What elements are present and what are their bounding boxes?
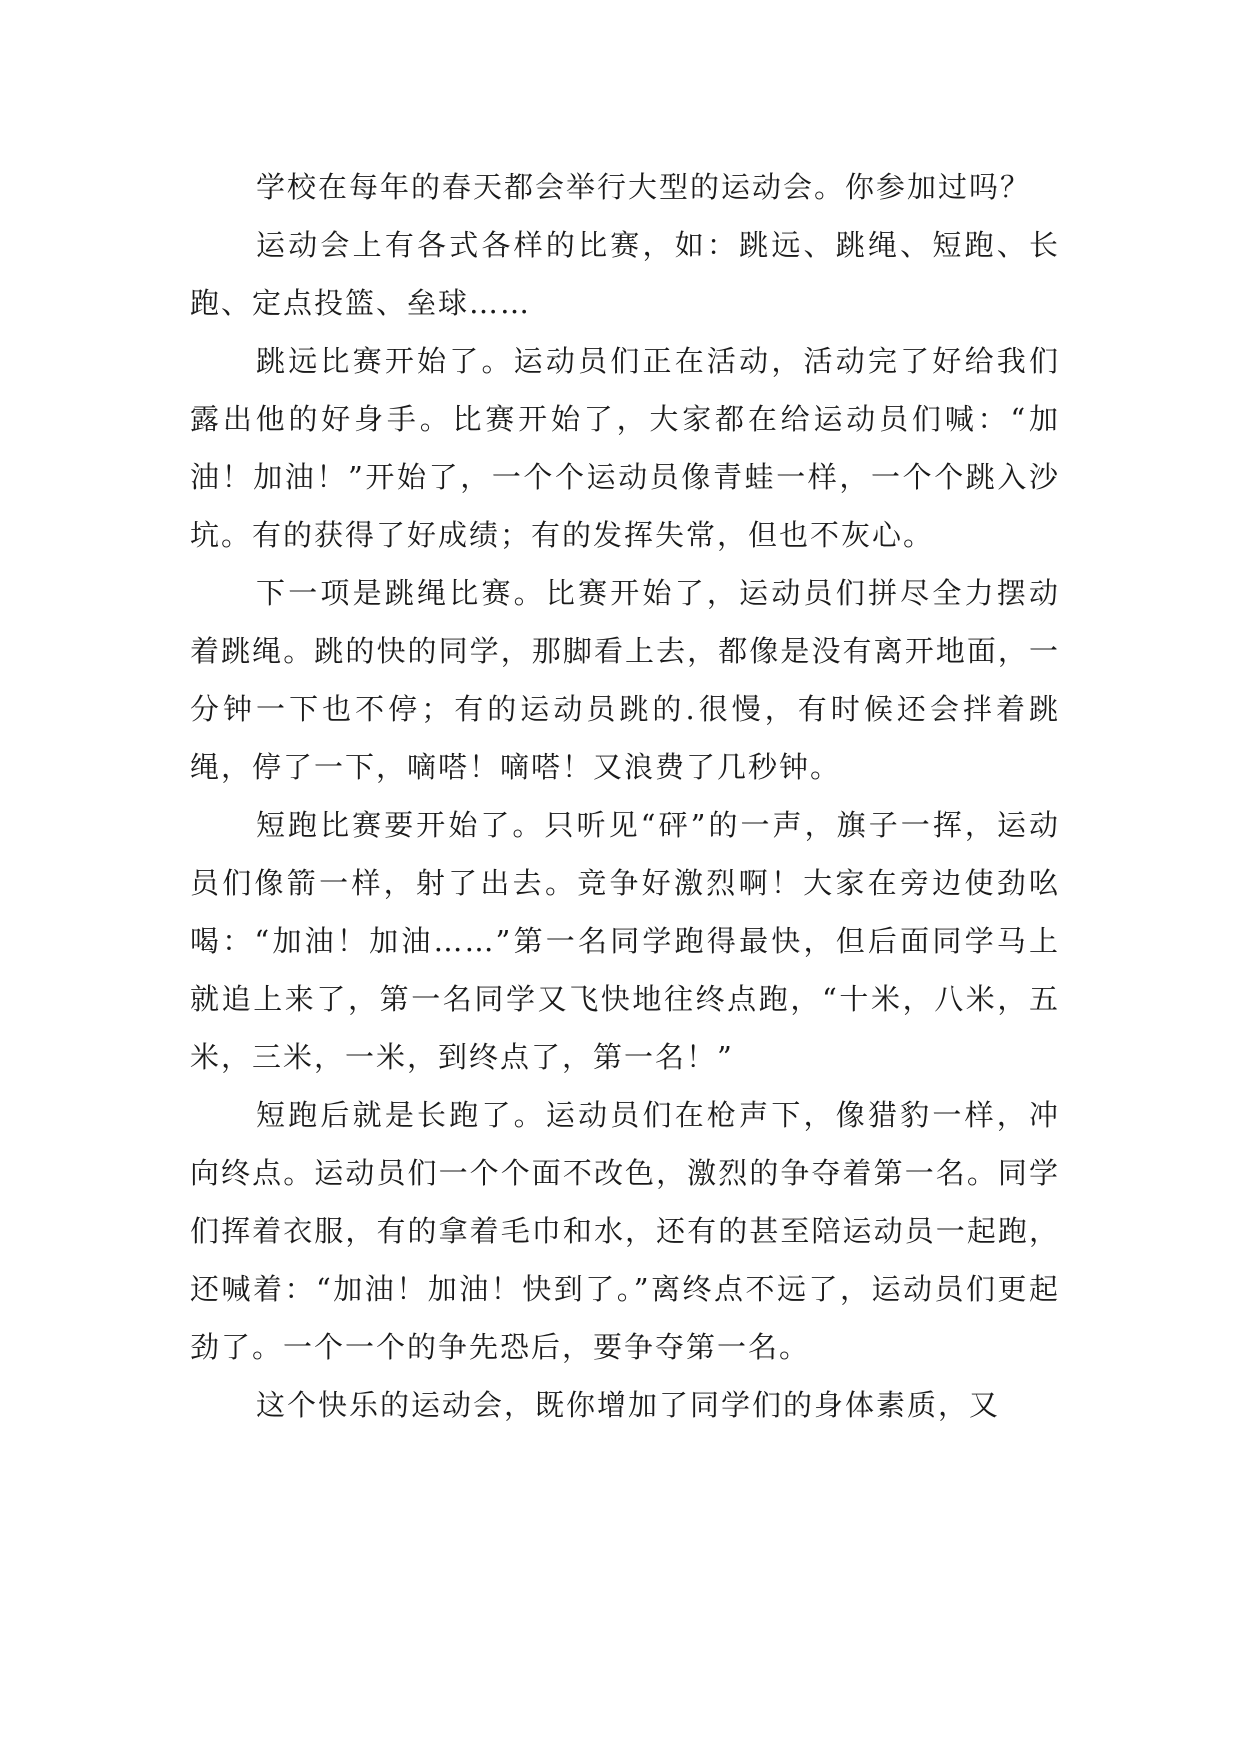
paragraph-2: 运动会上有各式各样的比赛，如：跳远、跳绳、短跑、长跑、定点投篮、垒球…… bbox=[190, 228, 1060, 320]
paragraph-7: 这个快乐的运动会，既你增加了同学们的身体素质，又 bbox=[256, 1388, 1001, 1422]
paragraph-4: 下一项是跳绳比赛。比赛开始了，运动员们拼尽全力摆动着跳绳。跳的快的同学，那脚看上去，都像是没有离开地面，一分钟一下也不停；有的运动员跳的.很慢，有时候还会拌着跳绳，停了一下，嘀嗒！嘀嗒！又浪费了几秒钟。 bbox=[190, 576, 1060, 784]
paragraph-3: 跳远比赛开始了。运动员们正在活动，活动完了好给我们露出他的好身手。比赛开始了，大家都在给运动员们喊：“加油！加油！”开始了，一个个运动员像青蛙一样，一个个跳入沙坑。有的获得了好成绩；有的发挥失常，但也不灰心。 bbox=[190, 344, 1060, 552]
paragraph-6: 短跑后就是长跑了。运动员们在枪声下，像猎豹一样，冲向终点。运动员们一个个面不改色，激烈的争夺着第一名。同学们挥着衣服，有的拿着毛巾和水，还有的甚至陪运动员一起跑，还喊着：“加油！加油！快到了。”离终点不远了，运动员们更起劲了。一个一个的争先恐后，要争夺第一名。 bbox=[190, 1098, 1060, 1364]
paragraph-5: 短跑比赛要开始了。只听见“砰”的一声，旗子一挥，运动员们像箭一样，射了出去。竞争好激烈啊！大家在旁边使劲吆喝：“加油！加油……”第一名同学跑得最快，但后面同学马上就追上来了，第一名同学又飞快地往终点跑，“十米，八米，五米，三米，一米，到终点了，第一名！” bbox=[190, 808, 1060, 1074]
essay-body bbox=[190, 158, 1060, 1434]
paragraph-1: 学校在每年的春天都会举行大型的运动会。你参加过吗？ bbox=[256, 170, 1032, 204]
